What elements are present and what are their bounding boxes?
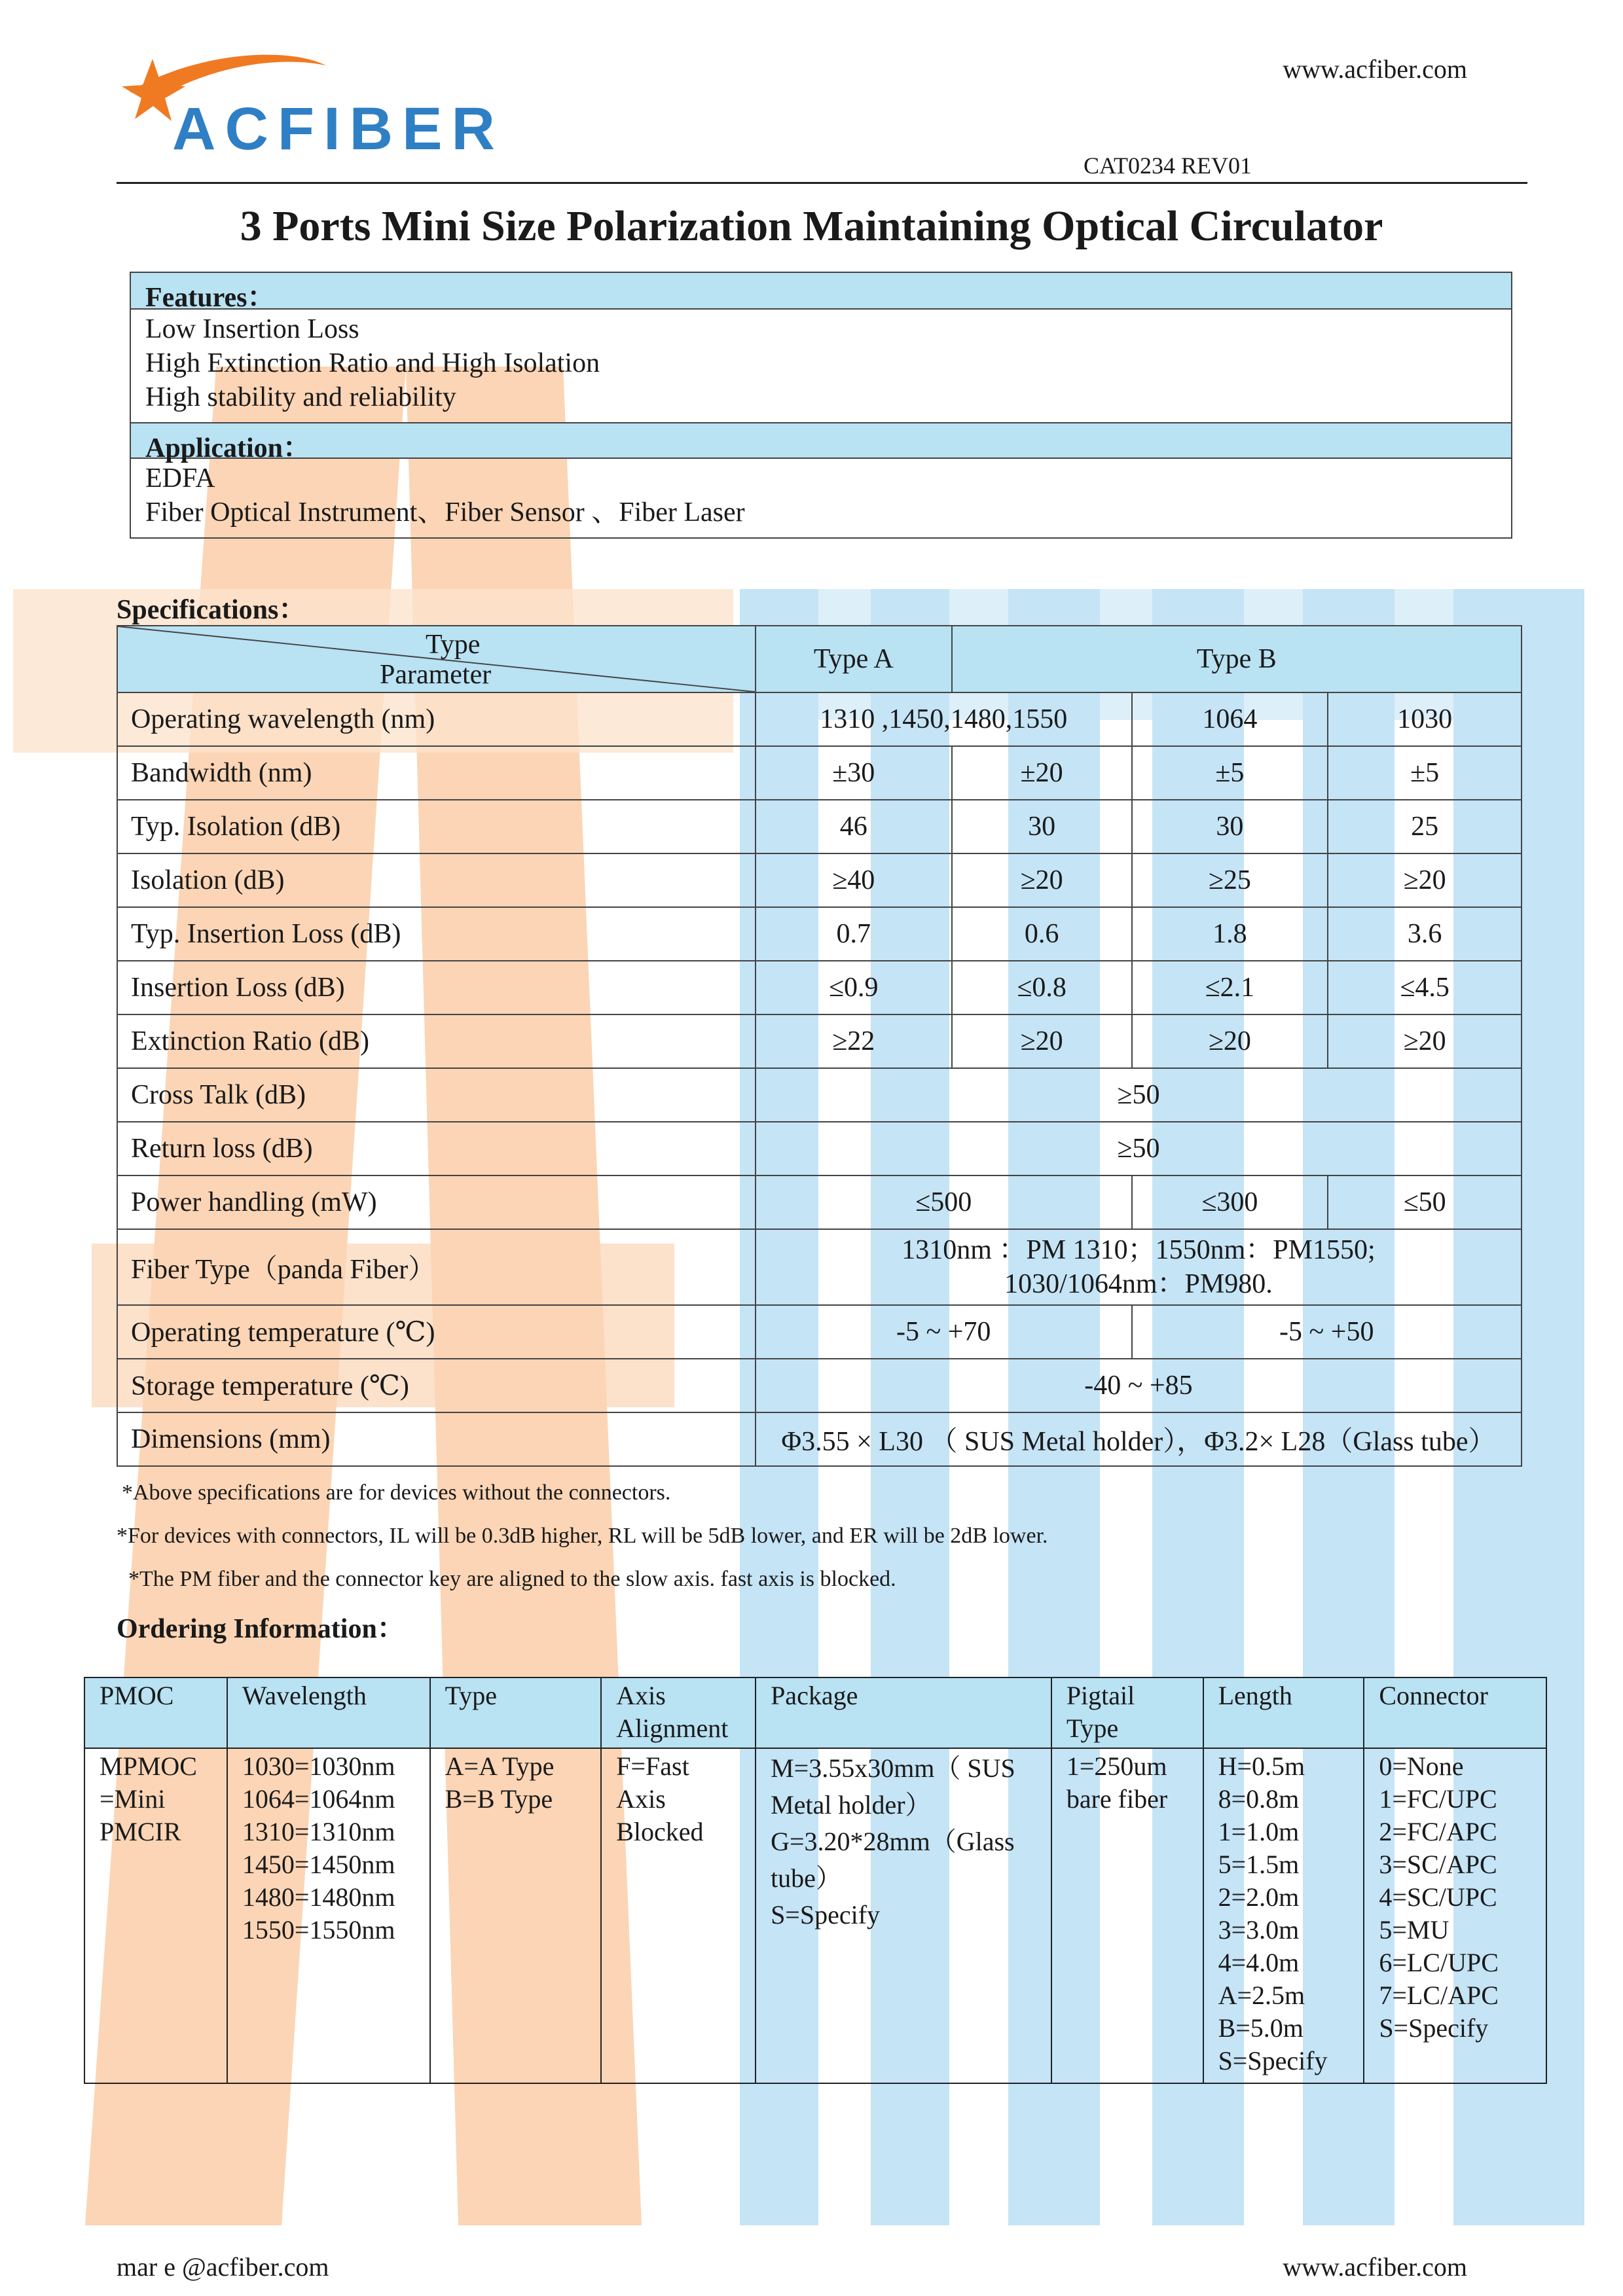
acfiber-logo: [117, 46, 504, 162]
type-a-header: Type A: [756, 626, 952, 692]
cell: ≥50: [756, 1122, 1522, 1175]
document-code: CAT0234 REV01: [1084, 152, 1252, 179]
option-line: 1030=1030nm: [242, 1751, 395, 1781]
option-line: Metal holder）: [771, 1790, 932, 1820]
cell: 1064: [1132, 692, 1328, 746]
pigtail-cell: [1051, 1748, 1203, 2083]
param-label: Cross Talk (dB): [117, 1068, 756, 1122]
cell: ≤4.5: [1328, 961, 1522, 1014]
option-line: 3=SC/APC: [1379, 1850, 1497, 1879]
pmoc-cell: [84, 1748, 227, 2083]
type-cell: [430, 1748, 602, 2083]
param-label: Extinction Ratio (dB): [117, 1014, 756, 1068]
column-header: PMOC: [84, 1677, 227, 1748]
table-row: [117, 1014, 1522, 1068]
table-row: [117, 1412, 1522, 1466]
application-item: EDFA: [145, 463, 215, 493]
cell: [756, 1229, 1522, 1305]
option-line: S=Specify: [1379, 2013, 1489, 2043]
corner-param-label: Parameter: [380, 660, 492, 690]
option-line: 1480=1480nm: [242, 1882, 395, 1912]
length-cell: [1203, 1748, 1364, 2083]
table-row: [117, 626, 1522, 692]
option-line: B=B Type: [445, 1784, 553, 1814]
cell: ≥40: [756, 853, 952, 907]
cell: ±20: [952, 746, 1132, 800]
param-label: Typ. Isolation (dB): [117, 800, 756, 853]
option-line: 1=1.0m: [1218, 1817, 1300, 1846]
option-line: 1064=1064nm: [242, 1784, 395, 1814]
table-row: [117, 692, 1522, 746]
corner-type-label: Type: [426, 630, 481, 660]
cell: ≥22: [756, 1014, 952, 1068]
fiber-type-line: 1310nm ：PM 1310；1550nm：PM1550;: [902, 1235, 1376, 1265]
features-list: [131, 310, 1511, 422]
table-row: [117, 1068, 1522, 1122]
spec-note: *For devices with connectors, IL will be 0.3dB higher, RL will be 5dB lower, and ER will be 2dB lower.: [117, 1524, 1048, 1548]
cell: ±5: [1132, 746, 1328, 800]
specifications-heading: Specifications：: [117, 595, 306, 625]
table-row: [117, 961, 1522, 1014]
option-line: 5=MU: [1379, 1915, 1450, 1945]
option-line: A=A Type: [445, 1751, 555, 1781]
table-row: [117, 1229, 1522, 1305]
cell: ≥20: [952, 853, 1132, 907]
cell: ≥20: [1328, 1014, 1522, 1068]
cell: -40 ~ +85: [756, 1359, 1522, 1412]
ordering-heading: Ordering Information：: [117, 1614, 405, 1644]
param-label: Power handling (mW): [117, 1175, 756, 1229]
table-row: [117, 1305, 1522, 1359]
footer-email[interactable]: mar e @acfiber.com: [117, 2252, 329, 2282]
cell: 0.6: [952, 907, 1132, 961]
fiber-type-line: 1030/1064nm：PM980.: [1004, 1269, 1273, 1299]
option-line: 8=0.8m: [1218, 1784, 1300, 1814]
cell: -5 ~ +70: [756, 1305, 1132, 1359]
option-line: H=0.5m: [1218, 1751, 1305, 1781]
option-line: A=2.5m: [1218, 1981, 1305, 2010]
cell: ≤500: [756, 1175, 1132, 1229]
features-box: [130, 272, 1512, 539]
option-line: tube）: [771, 1863, 842, 1893]
cell: ≤0.8: [952, 961, 1132, 1014]
column-header: Connector: [1364, 1677, 1546, 1748]
cell: 30: [952, 800, 1132, 853]
axis-cell: [601, 1748, 756, 2083]
cell: ±30: [756, 746, 952, 800]
option-line: 2=FC/APC: [1379, 1817, 1497, 1846]
cell: 3.6: [1328, 907, 1522, 961]
option-line: 1=250um: [1066, 1751, 1167, 1781]
feature-item: High stability and reliability: [145, 382, 456, 412]
table-row: [84, 1748, 1546, 2083]
cell: 30: [1132, 800, 1328, 853]
cell: ≤300: [1132, 1175, 1328, 1229]
logo-text: ACFIBER: [172, 96, 504, 162]
spec-note: *The PM fiber and the connector key are aligned to the slow axis. fast axis is blocked.: [128, 1567, 896, 1591]
table-row: [117, 1175, 1522, 1229]
application-item: Fiber Optical Instrument、Fiber Sensor 、Fiber Laser: [145, 497, 745, 528]
param-label: Isolation (dB): [117, 853, 756, 907]
cell: 46: [756, 800, 952, 853]
option-line: 5=1.5m: [1218, 1850, 1300, 1879]
page-title: 3 Ports Mini Size Polarization Maintaining Optical Circulator: [240, 202, 1383, 250]
option-line: 1310=1310nm: [242, 1817, 395, 1846]
column-header: Axis Alignment: [601, 1677, 756, 1748]
option-line: 4=SC/UPC: [1379, 1882, 1497, 1912]
option-line: bare fiber: [1066, 1784, 1168, 1814]
column-header: Type: [430, 1677, 602, 1748]
ordering-table: [84, 1677, 1547, 2084]
option-line: S=Specify: [771, 1900, 881, 1929]
cell: ≤2.1: [1132, 961, 1328, 1014]
cell: 1310 ,1450,1480,1550: [756, 692, 1132, 746]
option-line: 7=LC/APC: [1379, 1981, 1499, 2010]
option-line: PMCIR: [100, 1817, 181, 1846]
header-website: www.acfiber.com: [1283, 54, 1467, 84]
wavelength-cell: [227, 1748, 430, 2083]
option-line: 1450=1450nm: [242, 1850, 395, 1879]
param-label: Operating temperature (℃): [117, 1305, 756, 1359]
feature-item: High Extinction Ratio and High Isolation: [145, 348, 600, 378]
table-row: [117, 907, 1522, 961]
param-label: Insertion Loss (dB): [117, 961, 756, 1014]
table-row: [117, 746, 1522, 800]
option-line: G=3.20*28mm（Glass: [771, 1827, 1015, 1856]
cell: -5 ~ +50: [1132, 1305, 1522, 1359]
option-line: MPMOC: [100, 1751, 197, 1781]
param-label: Return loss (dB): [117, 1122, 756, 1175]
header-divider: [117, 182, 1527, 184]
option-line: 4=4.0m: [1218, 1948, 1300, 1977]
application-heading: Application：: [131, 422, 1511, 459]
table-row: [117, 853, 1522, 907]
table-header-row: [84, 1677, 1546, 1748]
option-line: 2=2.0m: [1218, 1882, 1300, 1912]
features-heading: Features：: [131, 273, 1511, 310]
option-line: Axis: [616, 1784, 666, 1814]
specifications-table: [117, 625, 1522, 1467]
param-label: Typ. Insertion Loss (dB): [117, 907, 756, 961]
param-label: Storage temperature (℃): [117, 1359, 756, 1412]
option-line: 6=LC/UPC: [1379, 1948, 1499, 1977]
type-b-header: Type B: [952, 626, 1522, 692]
table-row: [117, 1359, 1522, 1412]
column-header: Package: [756, 1677, 1051, 1748]
package-cell: [756, 1748, 1051, 2083]
cell: Φ3.55 × L30 （ SUS Metal holder），Φ3.2× L28（Glass tube）: [756, 1412, 1522, 1466]
cell: ≥20: [952, 1014, 1132, 1068]
cell: ≥25: [1132, 853, 1328, 907]
cell: ±5: [1328, 746, 1522, 800]
param-label: Dimensions (mm): [117, 1412, 756, 1466]
table-row: [117, 1122, 1522, 1175]
option-line: 1550=1550nm: [242, 1915, 395, 1945]
cell: 0.7: [756, 907, 952, 961]
option-line: 3=3.0m: [1218, 1915, 1300, 1945]
option-line: M=3.55x30mm（ SUS: [771, 1753, 1015, 1783]
application-list: [131, 459, 1511, 537]
option-line: Blocked: [616, 1817, 704, 1846]
footer-website[interactable]: www.acfiber.com: [1283, 2252, 1467, 2282]
table-row: [117, 800, 1522, 853]
spec-note: *Above specifications are for devices without the connectors.: [122, 1480, 671, 1505]
option-line: =Mini: [100, 1784, 166, 1814]
column-header: Length: [1203, 1677, 1364, 1748]
option-line: S=Specify: [1218, 2046, 1328, 2075]
option-line: F=Fast: [616, 1751, 689, 1781]
param-label: Bandwidth (nm): [117, 746, 756, 800]
feature-item: Low Insertion Loss: [145, 314, 359, 344]
option-line: 1=FC/UPC: [1379, 1784, 1497, 1814]
param-label: Operating wavelength (nm): [117, 692, 756, 746]
cell: ≥20: [1328, 853, 1522, 907]
param-label: Fiber Type（panda Fiber）: [117, 1229, 756, 1305]
option-line: B=5.0m: [1218, 2013, 1304, 2043]
column-header: Wavelength: [227, 1677, 430, 1748]
connector-cell: [1364, 1748, 1546, 2083]
cell: ≥20: [1132, 1014, 1328, 1068]
cell: ≤50: [1328, 1175, 1522, 1229]
cell: 1.8: [1132, 907, 1328, 961]
cell: 25: [1328, 800, 1522, 853]
option-line: 0=None: [1379, 1751, 1464, 1781]
cell: ≤0.9: [756, 961, 952, 1014]
column-header: Pigtail Type: [1051, 1677, 1203, 1748]
cell: ≥50: [756, 1068, 1522, 1122]
cell: 1030: [1328, 692, 1522, 746]
corner-header: [117, 626, 756, 692]
